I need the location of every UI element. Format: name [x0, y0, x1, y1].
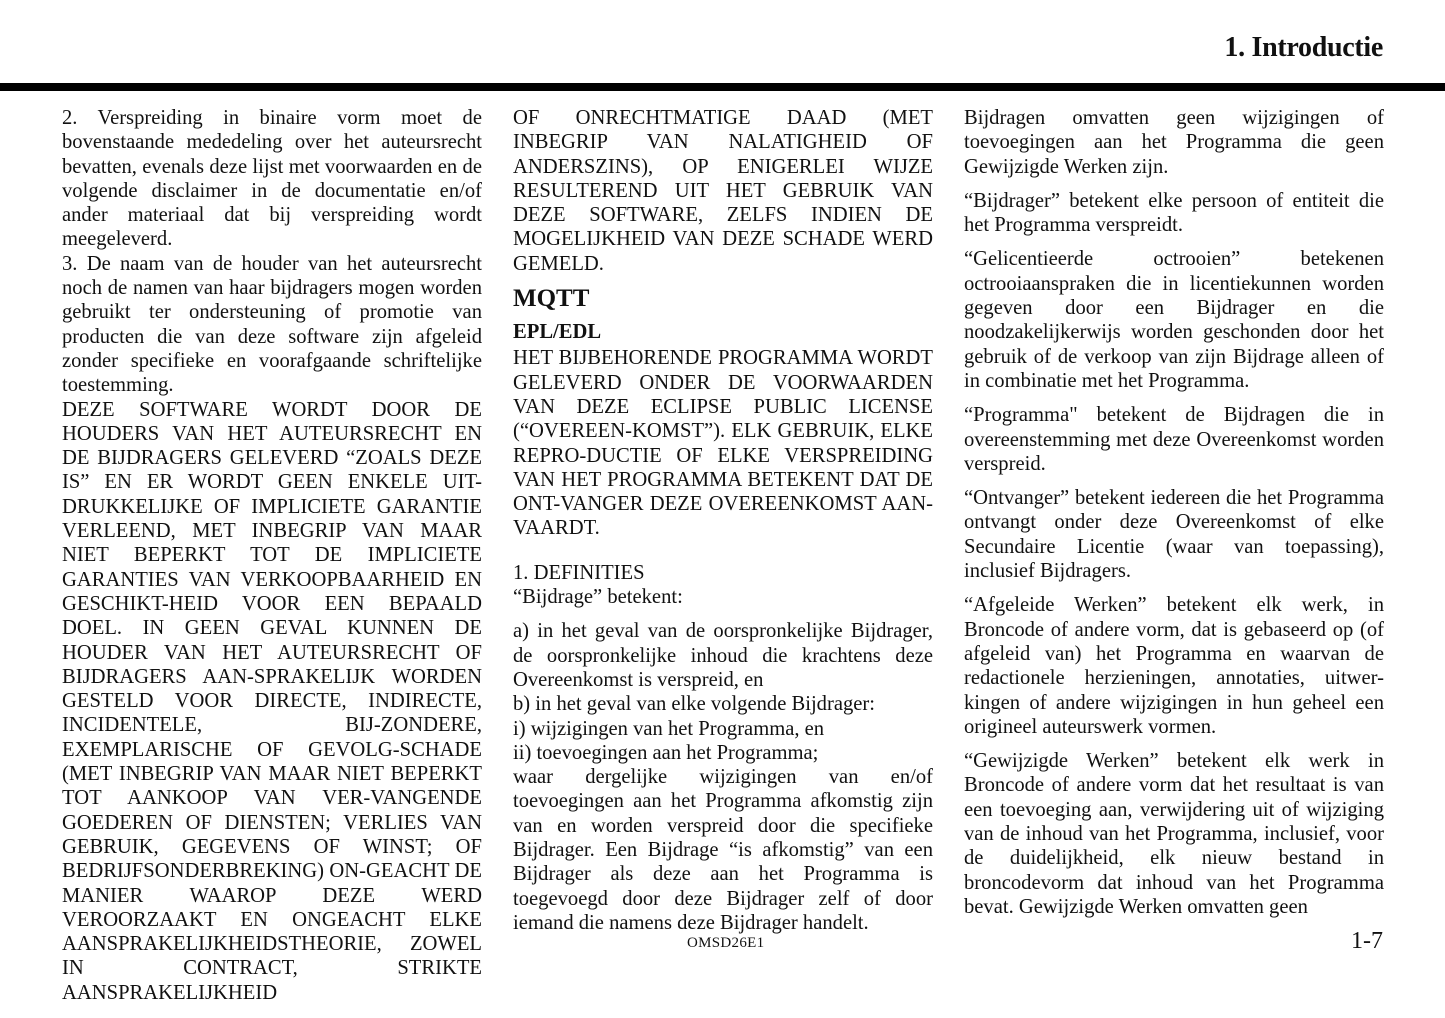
paragraph: “Gelicentieerde octrooien” betekenen octrooiaanspraken die in licentiekunnen worden gegeven door een Bijdrager en die noodzakelijkerwijs worden geschonden door het gebruik of de verkoop van zijn Bijdrage alleen of in combinatie met het Programma. — [964, 248, 1384, 392]
list-item: a) in het geval van de oorspronkelijke Bijdrager, de oorspronkelijke inhoud die krachtens deze Overeenkomst is verspreid, en — [513, 620, 933, 691]
page-number: 1-7 — [1351, 928, 1383, 954]
section-subheading: EPL/EDL — [513, 321, 602, 344]
paragraph: 3. De naam van de houder van het auteursrecht noch de namen van haar bijdragers mogen worden gebruikt ter ondersteuning of promotie van producten die van deze software zijn afgeleid zonder specifieke en voorafgaande schriftelijke toestemming. — [62, 252, 482, 397]
paragraph: “Programma" betekent de Bijdragen die in overeenstemming met deze Overeenkomst worden verspreid. — [964, 404, 1384, 475]
header-rule — [0, 83, 1445, 91]
section-heading: MQTT — [513, 285, 590, 313]
paragraph: “Ontvanger” betekent iedereen die het Programma ontvangt onder deze Overeenkomst of elke Secundaire Licentie (waar van toepassing), inclusief Bijdragers. — [964, 487, 1384, 583]
list-item: ii) toevoegingen aan het Programma; — [513, 741, 819, 764]
paragraph: “Afgeleide Werken” betekent elk werk, in Broncode of andere vorm, dat is gebaseerd op (of afgeleid van) het Programma en waarvan de redactionele herzieningen, annotaties, uitwer-kingen of andere wijzigingen in hun geheel een origineel auteurswerk vormen. — [964, 594, 1384, 738]
definitions-intro: “Bijdrage” betekent: — [513, 586, 683, 609]
list-item: i) wijzigingen van het Programma, en — [513, 717, 825, 740]
paragraph: 2. Verspreiding in binaire vorm moet de bovenstaande mededeling over het auteursrecht bevatten, evenals deze lijst met voorwaarden en de volgende disclaimer in de documentatie en/of ander materiaal dat bij verspreiding wordt meegeleverd. — [62, 107, 482, 251]
list-item: b) in het geval van elke volgende Bijdrager: — [513, 693, 875, 716]
paragraph: Bijdragen omvatten geen wijzigingen of toevoegingen aan het Programma die geen Gewijzigde Werken zijn. — [964, 107, 1384, 178]
definitions-title: 1. DEFINITIES — [513, 561, 645, 584]
column-3 — [964, 106, 1384, 919]
page-header-title: 1. Introductie — [1224, 32, 1383, 63]
paragraph: “Gewijzigde Werken” betekent elk werk in Broncode of andere vorm dat het resultaat is van een toevoeging aan, verwijdering uit of wijziging van de inhoud van het Programma, inclusief, voor de duidelijkheid, elk nieuw bestand in broncodevorm dat inhoud van het Programma bevat. Gewijzigde Werken omvatten geen — [964, 750, 1384, 918]
paragraph: OF ONRECHTMATIGE DAAD (MET INBEGRIP VAN NALATIGHEID OF ANDERSZINS), OP ENIGERLEI WIJZE RESULTEREND UIT HET GEBRUIK VAN DEZE SOFTWARE, ZELFS INDIEN DE MOGELIJKHEID VAN DEZE SCHADE WERD GEMELD. — [513, 107, 933, 275]
paragraph: waar dergelijke wijzigingen van en/of toevoegingen aan het Programma afkomstig zijn van en worden verspreid door die specifieke Bijdrager. Een Bijdrage “is afkomstig” van een Bijdrager als deze aan het Programma is toegevoegd door deze Bijdrager zelf of door iemand die namens deze Bijdrager handelt. — [513, 766, 933, 934]
column-2 — [513, 106, 933, 935]
paragraph: DEZE SOFTWARE WORDT DOOR DE HOUDERS VAN HET AUTEURSRECHT EN DE BIJDRAGERS GELEVERD “ZOALS DEZE IS” EN ER WORDT GEEN ENKELE UIT-DRUKKELIJKE OF IMPLICIETE GARANTIE VERLEEND, MET INBEGRIP VAN MAAR NIET BEPERKT TOT DE IMPLICIETE GARANTIES VAN VERKOOPBAARHEID EN GESCHIKT-HEID VOOR EEN BEPAALD DOEL. IN GEEN GEVAL KUNNEN DE HOUDER VAN HET AUTEURSRECHT OF BIJDRAGERS AAN-SPRAKELIJK WORDEN GESTELD VOOR DIRECTE, INDIRECTE, INCIDENTELE, BIJ-ZONDERE, EXEMPLARISCHE OF GEVOLG-SCHADE (MET INBEGRIP VAN MAAR NIET BEPERKT TOT AANKOOP VAN VER-VANGENDE GOEDEREN OF DIENSTEN; VERLIES VAN GEBRUIK, GEGEVENS OF WINST; OF BEDRIJFSONDERBREKING) ON-GEACHT DE MANIER WAAROP DEZE WERD VEROORZAAKT EN ONGEACHT ELKE AANSPRAKELIJKHEIDSTHEORIE, ZOWEL IN CONTRACT, STRIKTE AANSPRAKELIJKHEID — [62, 398, 482, 1004]
paragraph: “Bijdrager” betekent elke persoon of entiteit die het Programma verspreidt. — [964, 189, 1384, 237]
column-1 — [62, 106, 482, 1005]
document-code: OMSD26E1 — [687, 935, 765, 951]
paragraph: HET BIJBEHORENDE PROGRAMMA WORDT GELEVERD ONDER DE VOORWAARDEN VAN DEZE ECLIPSE PUBLIC LICENSE (“OVEREEN-KOMST”). ELK GEBRUIK, ELKE REPRO-DUCTIE OF ELKE VERSPREIDING VAN HET PROGRAMMA BETEKENT DAT DE ONT-VANGER DEZE OVEREENKOMST AAN-VAARDT. — [513, 347, 933, 540]
